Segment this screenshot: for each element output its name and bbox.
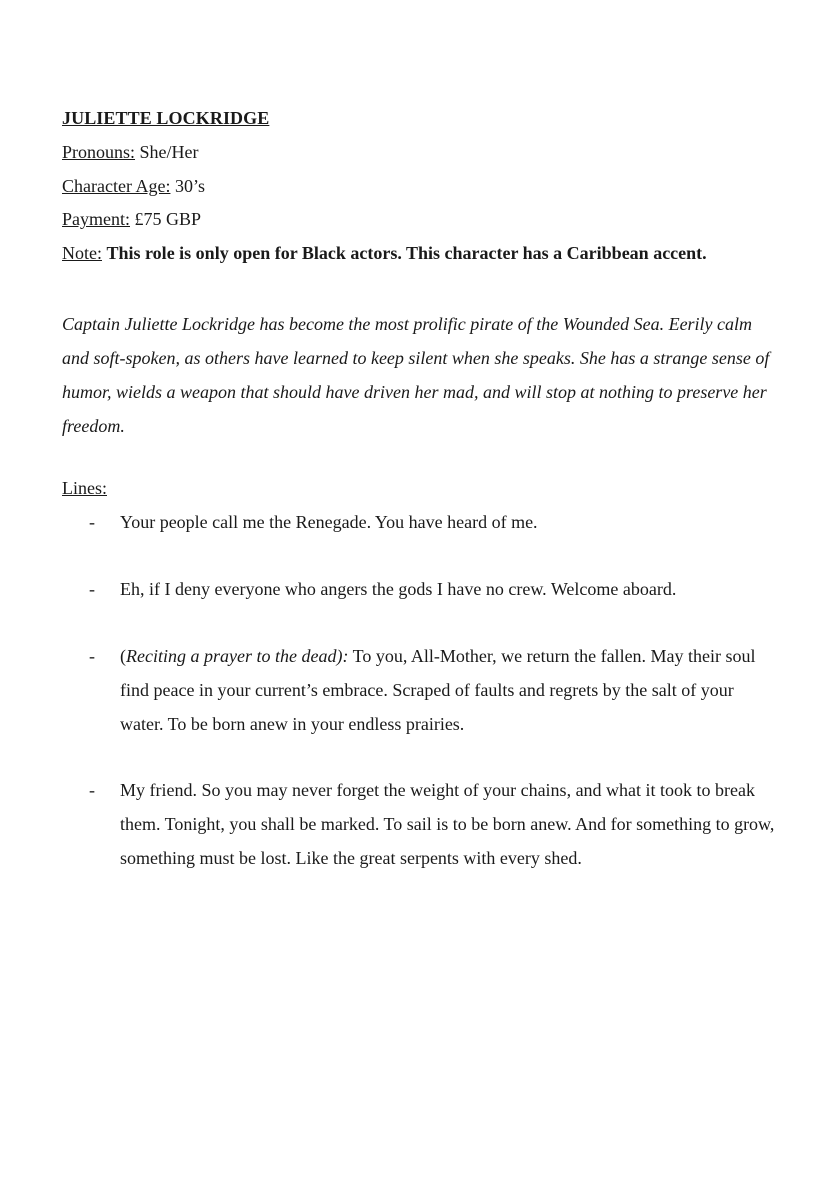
line-text-with-direction	[120, 639, 780, 741]
age-label: Character Age:	[62, 176, 171, 196]
line-text: To you, All-Mother, we return the fallen. May their soul find peace in your current’s embrace. Scraped of faults and regrets by the salt of your water. To be born anew in your endless prairies.	[120, 646, 756, 734]
list-dash: -	[89, 579, 95, 599]
pronouns-label: Pronouns:	[62, 142, 136, 162]
note-value: This role is only open for Black actors. This character has a Caribbean accent.	[106, 243, 707, 263]
pronouns-value: She/Her	[135, 142, 199, 162]
note-row	[62, 243, 707, 264]
payment-row	[62, 209, 201, 230]
list-dash: -	[89, 780, 95, 800]
pronouns-row	[62, 142, 199, 163]
line-text: Eh, if I deny everyone who angers the gods I have no crew. Welcome aboard.	[120, 579, 677, 599]
payment-value: £75 GBP	[130, 209, 202, 229]
age-row	[62, 176, 205, 197]
stage-direction: Reciting a prayer to the dead):	[126, 646, 349, 666]
note-label: Note:	[62, 243, 102, 263]
age-value: 30’s	[170, 176, 205, 196]
lines-heading: Lines:	[62, 478, 107, 498]
list-dash: -	[89, 512, 95, 532]
line-text: Your people call me the Renegade. You have heard of me.	[120, 512, 538, 532]
payment-label: Payment:	[62, 209, 130, 229]
character-name-heading: JULIETTE LOCKRIDGE	[62, 108, 270, 128]
character-description: Captain Juliette Lockridge has become the most prolific pirate of the Wounded Sea. Eerily calm and soft-spoken, as others have learned to keep silent when she speaks. She has a strange sense of humor, wields a weapon that should have driven her mad, and will stop at nothing to preserve her freedom.	[62, 314, 770, 436]
list-dash: -	[89, 646, 95, 666]
line-text: My friend. So you may never forget the weight of your chains, and what it took to break them. Tonight, you shall be marked. To sail is to be born anew. And for something to grow, something must be lost. Like the great serpents with every shed.	[120, 780, 775, 868]
direction-open-paren: (	[120, 646, 126, 666]
